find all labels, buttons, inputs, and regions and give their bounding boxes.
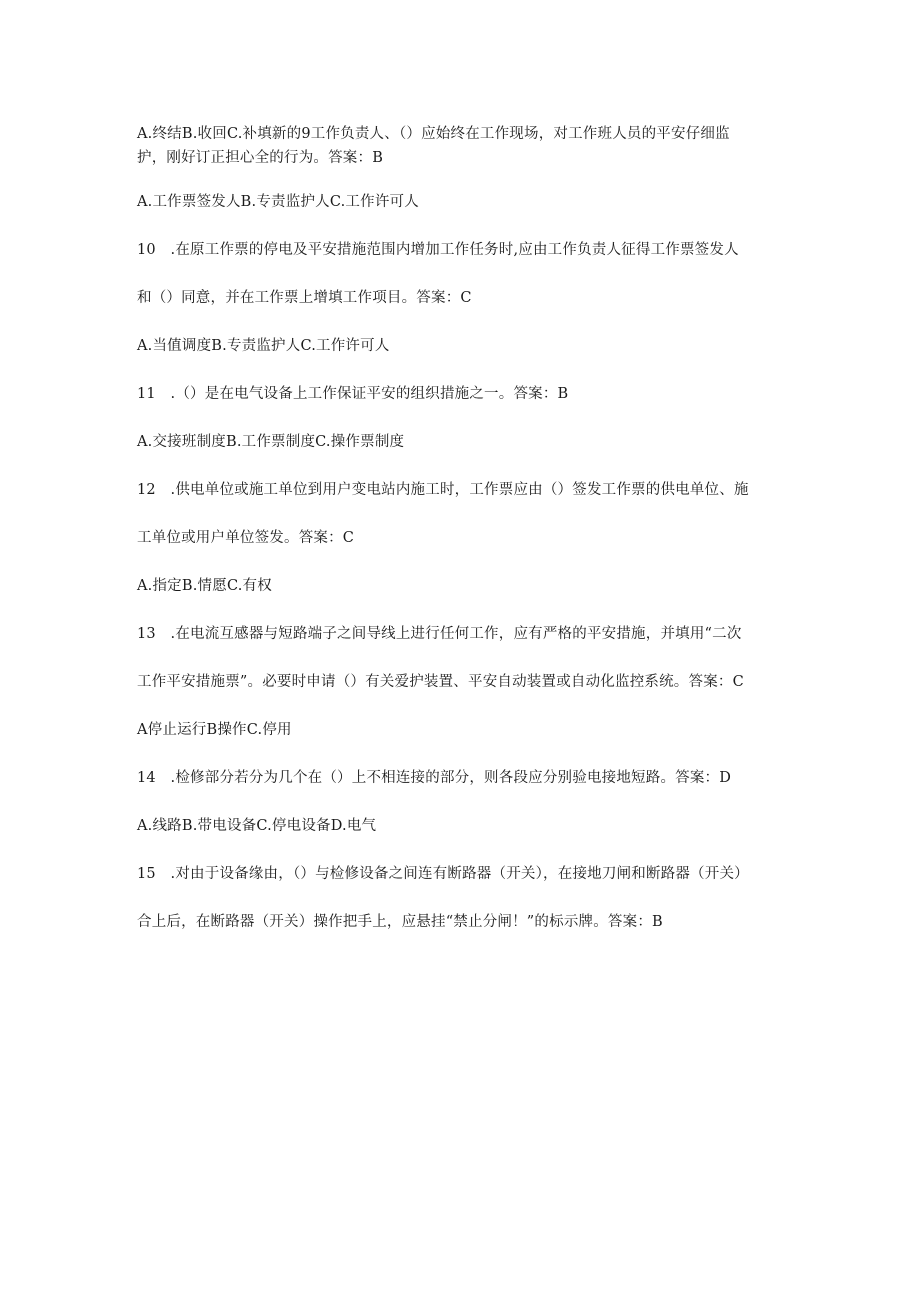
text-line-11: A.指定B.情愿C.有权	[137, 578, 272, 594]
text-line-15: 14 .检修部分若分为几个在（）上不相连接的部分，则各段应分别验电接地短路。答案：D	[137, 770, 732, 786]
text-line-8: A.交接班制度B.工作票制度C.操作票制度	[137, 434, 405, 450]
text-line-16: A.线路B.带电设备C.停电设备D.电气	[137, 818, 377, 834]
text-line-10: 工单位或用户单位签发。答案：C	[137, 530, 355, 546]
document-body	[137, 122, 797, 934]
text-line-14: A停止运行B操作C.停用	[137, 722, 292, 738]
text-line-6: A.当值调度B.专责监护人C.工作许可人	[137, 338, 390, 354]
text-line-3: A.工作票签发人B.专责监护人C.工作许可人	[137, 194, 419, 210]
text-line-13: 工作平安措施票”。必要时申请（）有关爱护装置、平安自动装置或自动化监控系统。答案：C	[137, 674, 744, 690]
text-line-18: 合上后，在断路器（开关）操作把手上，应悬挂“禁止分闸！”的标示牌。答案：B	[137, 914, 663, 930]
text-line-5: 和（）同意，并在工作票上增填工作项目。答案：C	[137, 290, 472, 306]
text-line-7: 11 .（）是在电气设备上工作保证平安的组织措施之一。答案：B	[137, 386, 569, 402]
text-line-1: A.终结B.收回C.补填新的9工作负责人、（）应始终在工作现场，对工作班人员的平安仔细监	[137, 126, 730, 142]
text-line-2: 护，刚好订正担心全的行为。答案：B	[137, 150, 384, 166]
text-line-4: 10 .在原工作票的停电及平安措施范围内增加工作任务时,应由工作负责人征得工作票签发人	[137, 242, 739, 258]
text-line-17: 15 .对由于设备缘由，（）与检修设备之间连有断路器（开关），在接地刀闸和断路器（开关）	[137, 866, 749, 882]
text-line-9: 12 .供电单位或施工单位到用户变电站内施工时，工作票应由（）签发工作票的供电单位、施	[137, 482, 749, 498]
text-line-12: 13 .在电流互感器与短路端子之间导线上进行任何工作，应有严格的平安措施，并填用“二次	[137, 626, 742, 642]
